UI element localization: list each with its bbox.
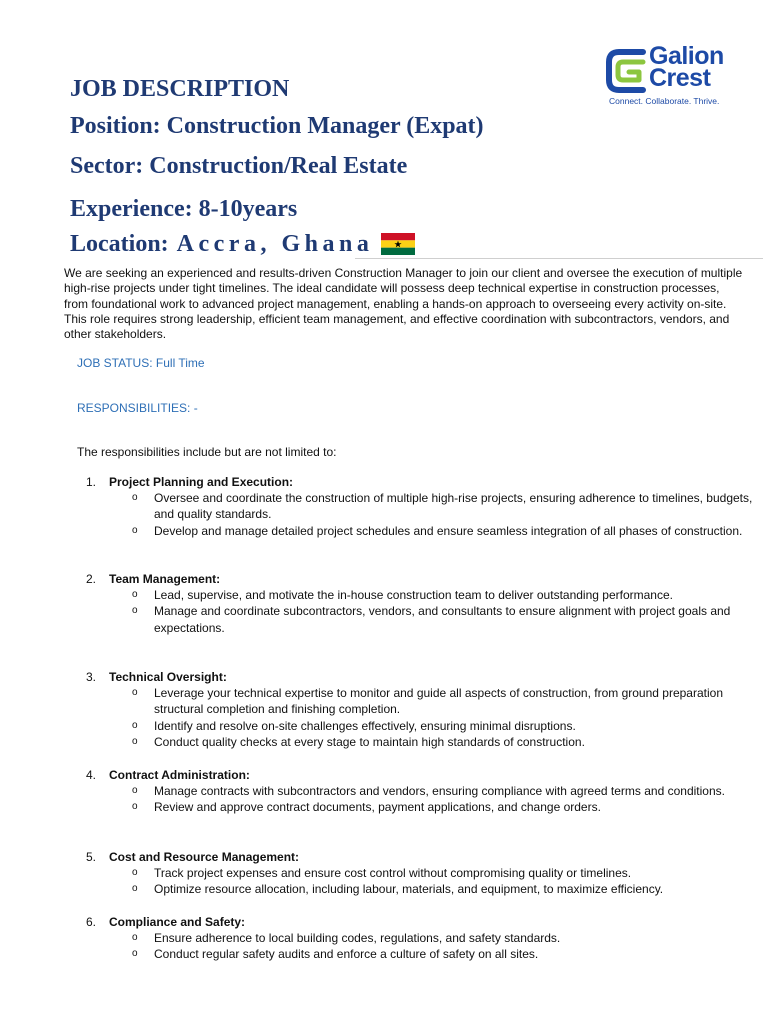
position-heading: Position: Construction Manager (Expat) [70, 113, 484, 139]
list-item: o Review and approve contract documents, payment applications, and change orders. [132, 800, 601, 815]
section-number: 6. [86, 915, 97, 929]
section-title: Team Management: [109, 572, 221, 586]
intro-paragraph: We are seeking an experienced and results-driven Construction Manager to join our client and oversee the execution of multiple high-rise projects under tight timelines. The ideal candidate will possess deep technical expertise in construction processes, from foundational work to advanced project management, enabling a hands-on approach to overseeing every activity on-site. This role requires strong leadership, efficient team management, and effective coordination with subcontractors, vendors, and other stakeholders. [64, 266, 743, 342]
section-number: 1. [86, 475, 97, 489]
bullet-icon: o [132, 589, 138, 600]
logo-wordmark-crest: Crest [649, 64, 711, 92]
bullet-icon: o [132, 932, 138, 943]
header-divider [355, 258, 763, 259]
list-item: o Lead, supervise, and motivate the in-house construction team to deliver outstanding performance. [132, 588, 673, 602]
bullet-icon: o [132, 492, 138, 503]
galion-crest-logo-icon [605, 46, 649, 96]
bullet-icon: o [132, 605, 138, 617]
section-title: Contract Administration: [109, 768, 250, 782]
logo-tagline: Connect. Collaborate. Thrive. [609, 96, 720, 106]
bullet-icon: o [132, 719, 138, 731]
company-logo [605, 42, 755, 114]
bullet-icon: o [132, 801, 138, 813]
list-item: o Oversee and coordinate the construction of multiple high-rise projects, ensuring adherence to timelines, budgets, and quality standards. [132, 491, 753, 522]
section-title: Cost and Resource Management: [109, 850, 300, 864]
section-technical-oversight [86, 669, 756, 751]
location-city: Accra, Ghana [176, 231, 374, 257]
list-item: o Track project expenses and ensure cost control without compromising quality or timelines. [132, 866, 632, 880]
section-compliance-safety [86, 914, 756, 963]
list-item: o Leverage your technical expertise to monitor and guide all aspects of construction, from ground preparation structural completion and finishing completion. [132, 686, 723, 717]
section-cost-resource-management [86, 849, 756, 898]
bullet-icon: o [132, 524, 138, 536]
list-item: o Manage and coordinate subcontractors, vendors, and consultants to ensure alignment with project goals and expectations. [132, 604, 731, 635]
location-heading [70, 230, 415, 258]
bullet-icon: o [132, 687, 138, 698]
job-status: JOB STATUS: Full Time [77, 356, 205, 370]
section-project-planning [86, 474, 756, 539]
location-label: Location: [70, 231, 169, 257]
section-number: 4. [86, 768, 97, 782]
responsibilities-lead: The responsibilities include but are not limited to: [77, 445, 337, 459]
section-team-management [86, 571, 756, 636]
list-item: o Optimize resource allocation, including labour, materials, and equipment, to maximize efficiency. [132, 882, 664, 897]
section-title: Technical Oversight: [109, 670, 227, 684]
responsibilities-heading: RESPONSIBILITIES: - [77, 401, 198, 415]
list-item: o Manage contracts with subcontractors and vendors, ensuring compliance with agreed terms and conditions. [132, 784, 725, 798]
document-title: JOB DESCRIPTION [70, 76, 290, 102]
ghana-flag-icon [381, 233, 415, 255]
bullet-icon: o [132, 867, 138, 878]
bullet-icon: o [132, 883, 138, 895]
section-number: 5. [86, 850, 97, 864]
list-item: o Conduct regular safety audits and enforce a culture of safety on all sites. [132, 947, 539, 962]
section-title: Compliance and Safety: [109, 915, 246, 929]
logo-wordmark-galion: Galion [649, 42, 724, 70]
list-item: o Conduct quality checks at every stage to maintain high standards of construction. [132, 735, 585, 750]
sector-heading: Sector: Construction/Real Estate [70, 153, 408, 179]
list-item: o Identify and resolve on-site challenges effectively, ensuring minimal disruptions. [132, 718, 576, 733]
bullet-icon: o [132, 785, 138, 796]
section-contract-administration [86, 767, 756, 816]
list-item: o Ensure adherence to local building codes, regulations, and safety standards. [132, 931, 561, 945]
section-number: 3. [86, 670, 97, 684]
list-item: o Develop and manage detailed project schedules and ensure seamless integration of all phases of construction. [132, 523, 743, 538]
section-title: Project Planning and Execution: [109, 475, 294, 489]
section-number: 2. [86, 572, 97, 586]
experience-heading: Experience: 8-10years [70, 196, 298, 222]
bullet-icon: o [132, 948, 138, 960]
bullet-icon: o [132, 736, 138, 748]
